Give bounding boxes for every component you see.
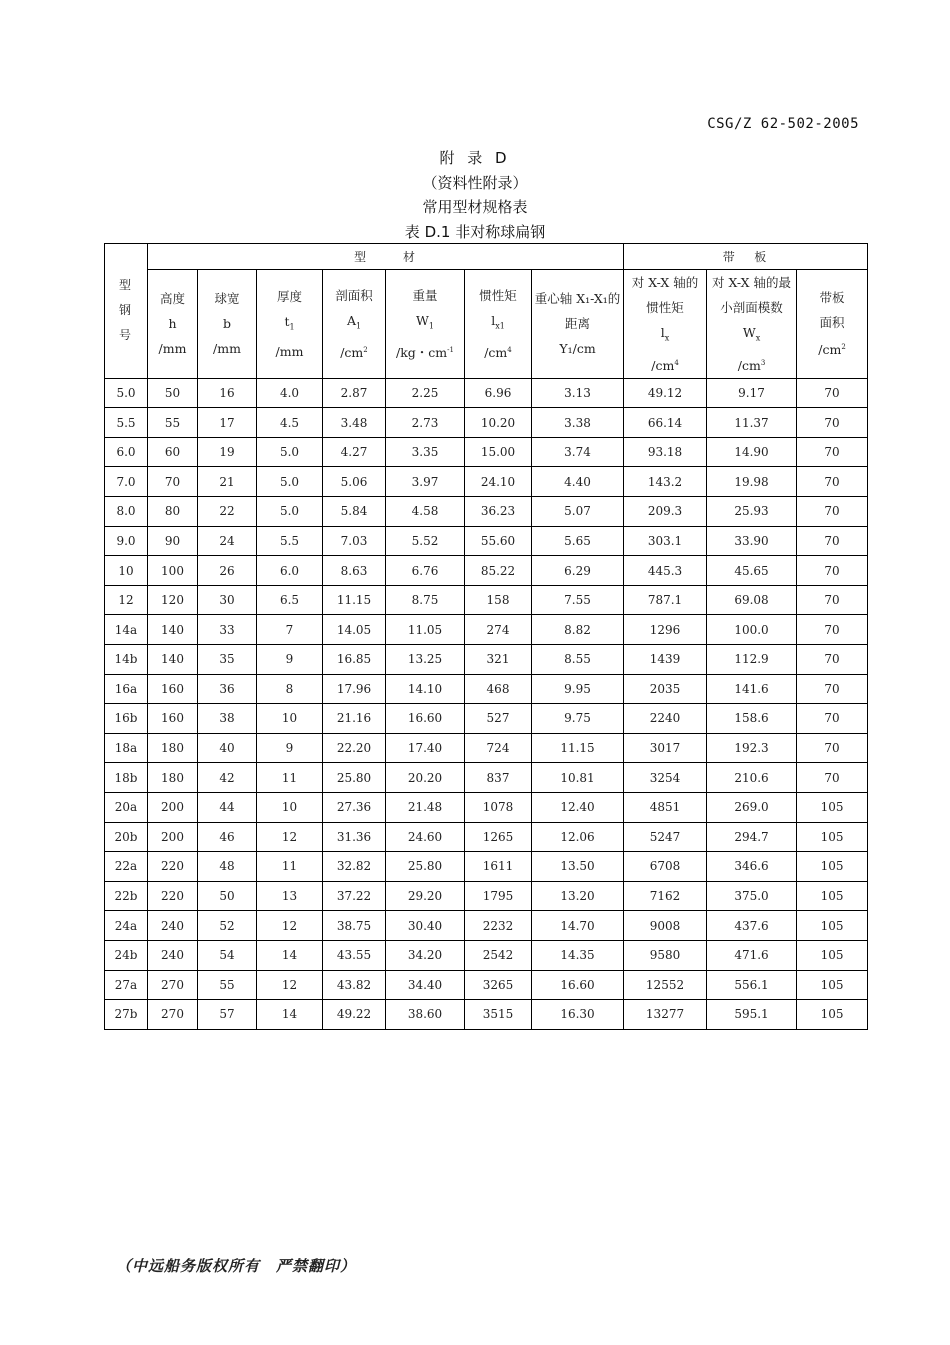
- value-cell: 43.82: [323, 970, 386, 1000]
- value-cell: 210.6: [707, 763, 797, 793]
- type-cell: 22a: [105, 852, 148, 882]
- table-row: [105, 674, 868, 704]
- value-cell: 54: [198, 940, 257, 970]
- value-cell: 19: [198, 437, 257, 467]
- value-cell: 445.3: [624, 556, 707, 586]
- value-cell: 25.80: [323, 763, 386, 793]
- value-cell: 40: [198, 733, 257, 763]
- value-cell: 556.1: [707, 970, 797, 1000]
- type-cell: 5.0: [105, 378, 148, 408]
- table-row: [105, 378, 868, 408]
- value-cell: 140: [148, 645, 198, 675]
- value-cell: 595.1: [707, 1000, 797, 1030]
- value-cell: 70: [797, 408, 868, 438]
- column-header: 高度 h /mm: [148, 270, 198, 379]
- value-cell: 112.9: [707, 645, 797, 675]
- value-cell: 85.22: [465, 556, 532, 586]
- value-cell: 5247: [624, 822, 707, 852]
- value-cell: 3017: [624, 733, 707, 763]
- value-cell: 11.15: [323, 585, 386, 615]
- type-header: 型 钢 号: [105, 244, 148, 379]
- value-cell: 17: [198, 408, 257, 438]
- table-row: [105, 792, 868, 822]
- value-cell: 66.14: [624, 408, 707, 438]
- value-cell: 3.13: [532, 378, 624, 408]
- value-cell: 49.22: [323, 1000, 386, 1030]
- type-cell: 9.0: [105, 526, 148, 556]
- value-cell: 9.95: [532, 674, 624, 704]
- value-cell: 321: [465, 645, 532, 675]
- value-cell: 36.23: [465, 497, 532, 527]
- value-cell: 45.65: [707, 556, 797, 586]
- value-cell: 303.1: [624, 526, 707, 556]
- column-header: 带板 面积 $/cm^2$: [797, 270, 868, 379]
- value-cell: 105: [797, 1000, 868, 1030]
- type-cell: 24b: [105, 940, 148, 970]
- value-cell: 93.18: [624, 437, 707, 467]
- table-row: [105, 822, 868, 852]
- value-cell: 33.90: [707, 526, 797, 556]
- column-header: 惯性矩 $l_{x1}$ $/cm^4$: [465, 270, 532, 379]
- appendix-subject: 常用型材规格表: [422, 198, 528, 216]
- value-cell: 70: [797, 585, 868, 615]
- value-cell: 30: [198, 585, 257, 615]
- value-cell: 192.3: [707, 733, 797, 763]
- value-cell: 70: [148, 467, 198, 497]
- value-cell: 70: [797, 704, 868, 734]
- value-cell: 42: [198, 763, 257, 793]
- appendix-title: 附 录 D: [439, 149, 511, 167]
- type-cell: 7.0: [105, 467, 148, 497]
- value-cell: 4.58: [386, 497, 465, 527]
- value-cell: 25.93: [707, 497, 797, 527]
- value-cell: 11.15: [532, 733, 624, 763]
- value-cell: 3.48: [323, 408, 386, 438]
- value-cell: 16: [198, 378, 257, 408]
- value-cell: 70: [797, 497, 868, 527]
- value-cell: 19.98: [707, 467, 797, 497]
- value-cell: 26: [198, 556, 257, 586]
- value-cell: 10: [257, 704, 323, 734]
- value-cell: 3265: [465, 970, 532, 1000]
- value-cell: 468: [465, 674, 532, 704]
- value-cell: 120: [148, 585, 198, 615]
- table-row: [105, 881, 868, 911]
- column-header: 厚度 $t_1$ /mm: [257, 270, 323, 379]
- value-cell: 160: [148, 674, 198, 704]
- value-cell: 33: [198, 615, 257, 645]
- value-cell: 140: [148, 615, 198, 645]
- value-cell: 38: [198, 704, 257, 734]
- value-cell: 24.60: [386, 822, 465, 852]
- value-cell: 5.07: [532, 497, 624, 527]
- value-cell: 14.90: [707, 437, 797, 467]
- value-cell: 15.00: [465, 437, 532, 467]
- value-cell: 143.2: [624, 467, 707, 497]
- type-cell: 22b: [105, 881, 148, 911]
- value-cell: 105: [797, 970, 868, 1000]
- value-cell: 10.81: [532, 763, 624, 793]
- value-cell: 1296: [624, 615, 707, 645]
- value-cell: 17.40: [386, 733, 465, 763]
- table-row: [105, 585, 868, 615]
- value-cell: 2.25: [386, 378, 465, 408]
- value-cell: 787.1: [624, 585, 707, 615]
- value-cell: 1795: [465, 881, 532, 911]
- value-cell: 180: [148, 733, 198, 763]
- type-cell: 18b: [105, 763, 148, 793]
- value-cell: 4.5: [257, 408, 323, 438]
- type-cell: 20a: [105, 792, 148, 822]
- type-cell: 6.0: [105, 437, 148, 467]
- value-cell: 1265: [465, 822, 532, 852]
- column-header: 球宽 b /mm: [198, 270, 257, 379]
- value-cell: 11: [257, 763, 323, 793]
- table-row: [105, 1000, 868, 1030]
- value-cell: 6.0: [257, 556, 323, 586]
- value-cell: 5.0: [257, 437, 323, 467]
- type-cell: 16b: [105, 704, 148, 734]
- column-header: 重量 $W_1$ /kg・$cm^{-1}$: [386, 270, 465, 379]
- value-cell: 10.20: [465, 408, 532, 438]
- table-row: [105, 733, 868, 763]
- table-row: [105, 940, 868, 970]
- value-cell: 36: [198, 674, 257, 704]
- value-cell: 6.96: [465, 378, 532, 408]
- value-cell: 13: [257, 881, 323, 911]
- value-cell: 12: [257, 911, 323, 941]
- value-cell: 141.6: [707, 674, 797, 704]
- value-cell: 14: [257, 1000, 323, 1030]
- value-cell: 724: [465, 733, 532, 763]
- value-cell: 3515: [465, 1000, 532, 1030]
- value-cell: 14.05: [323, 615, 386, 645]
- value-cell: 100: [148, 556, 198, 586]
- value-cell: 5.0: [257, 467, 323, 497]
- value-cell: 2035: [624, 674, 707, 704]
- value-cell: 70: [797, 556, 868, 586]
- table-row: [105, 911, 868, 941]
- value-cell: 90: [148, 526, 198, 556]
- value-cell: 1611: [465, 852, 532, 882]
- type-cell: 5.5: [105, 408, 148, 438]
- bulb-flat-steel-table: [104, 243, 868, 1030]
- value-cell: 12: [257, 822, 323, 852]
- value-cell: 7.55: [532, 585, 624, 615]
- value-cell: 13277: [624, 1000, 707, 1030]
- value-cell: 50: [198, 881, 257, 911]
- document-code: CSG/Z 62-502-2005: [707, 116, 859, 132]
- value-cell: 100.0: [707, 615, 797, 645]
- value-cell: 80: [148, 497, 198, 527]
- value-cell: 346.6: [707, 852, 797, 882]
- value-cell: 5.52: [386, 526, 465, 556]
- value-cell: 21.16: [323, 704, 386, 734]
- value-cell: 5.84: [323, 497, 386, 527]
- value-cell: 16.60: [532, 970, 624, 1000]
- value-cell: 4.0: [257, 378, 323, 408]
- value-cell: 70: [797, 615, 868, 645]
- value-cell: 270: [148, 1000, 198, 1030]
- value-cell: 70: [797, 526, 868, 556]
- value-cell: 16.60: [386, 704, 465, 734]
- value-cell: 70: [797, 378, 868, 408]
- value-cell: 7: [257, 615, 323, 645]
- value-cell: 5.65: [532, 526, 624, 556]
- value-cell: 69.08: [707, 585, 797, 615]
- value-cell: 34.40: [386, 970, 465, 1000]
- value-cell: 11: [257, 852, 323, 882]
- value-cell: 2.87: [323, 378, 386, 408]
- value-cell: 70: [797, 467, 868, 497]
- type-cell: 10: [105, 556, 148, 586]
- table-row: [105, 615, 868, 645]
- value-cell: 12552: [624, 970, 707, 1000]
- value-cell: 437.6: [707, 911, 797, 941]
- value-cell: 105: [797, 852, 868, 882]
- value-cell: 43.55: [323, 940, 386, 970]
- value-cell: 38.75: [323, 911, 386, 941]
- plate-group-header: 带 板: [624, 244, 868, 270]
- appendix-nature: （资料性附录）: [422, 173, 528, 192]
- table-row: [105, 408, 868, 438]
- value-cell: 70: [797, 645, 868, 675]
- value-cell: 55: [198, 970, 257, 1000]
- value-cell: 49.12: [624, 378, 707, 408]
- type-cell: 24a: [105, 911, 148, 941]
- value-cell: 12.40: [532, 792, 624, 822]
- value-cell: 24.10: [465, 467, 532, 497]
- value-cell: 105: [797, 940, 868, 970]
- value-cell: 20.20: [386, 763, 465, 793]
- value-cell: 200: [148, 792, 198, 822]
- value-cell: 55.60: [465, 526, 532, 556]
- value-cell: 13.20: [532, 881, 624, 911]
- column-header: 剖面积 $A_1$ $/cm^2$: [323, 270, 386, 379]
- value-cell: 1078: [465, 792, 532, 822]
- table-row: [105, 437, 868, 467]
- value-cell: 13.50: [532, 852, 624, 882]
- table-row: [105, 556, 868, 586]
- value-cell: 527: [465, 704, 532, 734]
- table-row: [105, 704, 868, 734]
- value-cell: 269.0: [707, 792, 797, 822]
- column-header: 对 X-X 轴的最 小剖面模数 $W_x$ $/cm^3$: [707, 270, 797, 379]
- value-cell: 2240: [624, 704, 707, 734]
- table-body: [105, 378, 868, 1029]
- value-cell: 471.6: [707, 940, 797, 970]
- value-cell: 105: [797, 792, 868, 822]
- value-cell: 10: [257, 792, 323, 822]
- type-cell: 12: [105, 585, 148, 615]
- column-header: 对 X-X 轴的 惯性矩 $l_x$ $/cm^4$: [624, 270, 707, 379]
- value-cell: 837: [465, 763, 532, 793]
- value-cell: 3.97: [386, 467, 465, 497]
- value-cell: 3.38: [532, 408, 624, 438]
- value-cell: 31.36: [323, 822, 386, 852]
- value-cell: 12: [257, 970, 323, 1000]
- value-cell: 274: [465, 615, 532, 645]
- table-row: [105, 763, 868, 793]
- value-cell: 3254: [624, 763, 707, 793]
- type-cell: 8.0: [105, 497, 148, 527]
- value-cell: 16.30: [532, 1000, 624, 1030]
- value-cell: 160: [148, 704, 198, 734]
- table-row: [105, 526, 868, 556]
- value-cell: 209.3: [624, 497, 707, 527]
- value-cell: 270: [148, 970, 198, 1000]
- value-cell: 4.27: [323, 437, 386, 467]
- value-cell: 35: [198, 645, 257, 675]
- value-cell: 17.96: [323, 674, 386, 704]
- table-row: [105, 467, 868, 497]
- value-cell: 50: [148, 378, 198, 408]
- value-cell: 8.75: [386, 585, 465, 615]
- type-cell: 14b: [105, 645, 148, 675]
- value-cell: 21: [198, 467, 257, 497]
- value-cell: 220: [148, 852, 198, 882]
- value-cell: 375.0: [707, 881, 797, 911]
- value-cell: 9.17: [707, 378, 797, 408]
- value-cell: 52: [198, 911, 257, 941]
- table-row: [105, 852, 868, 882]
- value-cell: 11.05: [386, 615, 465, 645]
- value-cell: 158: [465, 585, 532, 615]
- value-cell: 8.82: [532, 615, 624, 645]
- value-cell: 12.06: [532, 822, 624, 852]
- type-cell: 27a: [105, 970, 148, 1000]
- value-cell: 5.5: [257, 526, 323, 556]
- value-cell: 3.74: [532, 437, 624, 467]
- value-cell: 57: [198, 1000, 257, 1030]
- type-cell: 16a: [105, 674, 148, 704]
- value-cell: 16.85: [323, 645, 386, 675]
- value-cell: 2542: [465, 940, 532, 970]
- value-cell: 14: [257, 940, 323, 970]
- value-cell: 14.10: [386, 674, 465, 704]
- column-header: 重心轴 X₁-X₁的 距离 Y₁/cm: [532, 270, 624, 379]
- value-cell: 2.73: [386, 408, 465, 438]
- value-cell: 70: [797, 674, 868, 704]
- value-cell: 8.63: [323, 556, 386, 586]
- value-cell: 8: [257, 674, 323, 704]
- value-cell: 2232: [465, 911, 532, 941]
- value-cell: 200: [148, 822, 198, 852]
- value-cell: 32.82: [323, 852, 386, 882]
- value-cell: 70: [797, 763, 868, 793]
- value-cell: 105: [797, 911, 868, 941]
- profile-group-header: 型 材: [148, 244, 624, 270]
- value-cell: 44: [198, 792, 257, 822]
- value-cell: 70: [797, 733, 868, 763]
- value-cell: 7.03: [323, 526, 386, 556]
- value-cell: 38.60: [386, 1000, 465, 1030]
- value-cell: 220: [148, 881, 198, 911]
- value-cell: 46: [198, 822, 257, 852]
- value-cell: 4851: [624, 792, 707, 822]
- value-cell: 22: [198, 497, 257, 527]
- value-cell: 105: [797, 822, 868, 852]
- value-cell: 48: [198, 852, 257, 882]
- value-cell: 240: [148, 911, 198, 941]
- value-cell: 60: [148, 437, 198, 467]
- value-cell: 27.36: [323, 792, 386, 822]
- value-cell: 6708: [624, 852, 707, 882]
- type-cell: 20b: [105, 822, 148, 852]
- table-row: [105, 497, 868, 527]
- value-cell: 9008: [624, 911, 707, 941]
- value-cell: 29.20: [386, 881, 465, 911]
- value-cell: 30.40: [386, 911, 465, 941]
- value-cell: 9.75: [532, 704, 624, 734]
- value-cell: 240: [148, 940, 198, 970]
- value-cell: 3.35: [386, 437, 465, 467]
- value-cell: 22.20: [323, 733, 386, 763]
- value-cell: 180: [148, 763, 198, 793]
- value-cell: 70: [797, 437, 868, 467]
- type-cell: 14a: [105, 615, 148, 645]
- value-cell: 9: [257, 645, 323, 675]
- value-cell: 21.48: [386, 792, 465, 822]
- value-cell: 294.7: [707, 822, 797, 852]
- table-row: [105, 645, 868, 675]
- table-title: 表 D.1 非对称球扁钢: [404, 222, 546, 241]
- value-cell: 34.20: [386, 940, 465, 970]
- value-cell: 9580: [624, 940, 707, 970]
- value-cell: 7162: [624, 881, 707, 911]
- value-cell: 5.0: [257, 497, 323, 527]
- copyright-footer: （中远船务版权所有 严禁翻印）: [116, 1257, 357, 1275]
- value-cell: 9: [257, 733, 323, 763]
- type-cell: 18a: [105, 733, 148, 763]
- value-cell: 8.55: [532, 645, 624, 675]
- type-cell: 27b: [105, 1000, 148, 1030]
- value-cell: 24: [198, 526, 257, 556]
- value-cell: 55: [148, 408, 198, 438]
- value-cell: 25.80: [386, 852, 465, 882]
- value-cell: 6.29: [532, 556, 624, 586]
- value-cell: 14.70: [532, 911, 624, 941]
- value-cell: 14.35: [532, 940, 624, 970]
- table-row: [105, 970, 868, 1000]
- value-cell: 105: [797, 881, 868, 911]
- value-cell: 37.22: [323, 881, 386, 911]
- value-cell: 6.5: [257, 585, 323, 615]
- value-cell: 5.06: [323, 467, 386, 497]
- value-cell: 11.37: [707, 408, 797, 438]
- value-cell: 4.40: [532, 467, 624, 497]
- value-cell: 158.6: [707, 704, 797, 734]
- value-cell: 6.76: [386, 556, 465, 586]
- value-cell: 13.25: [386, 645, 465, 675]
- heading-block: [0, 146, 950, 244]
- value-cell: 1439: [624, 645, 707, 675]
